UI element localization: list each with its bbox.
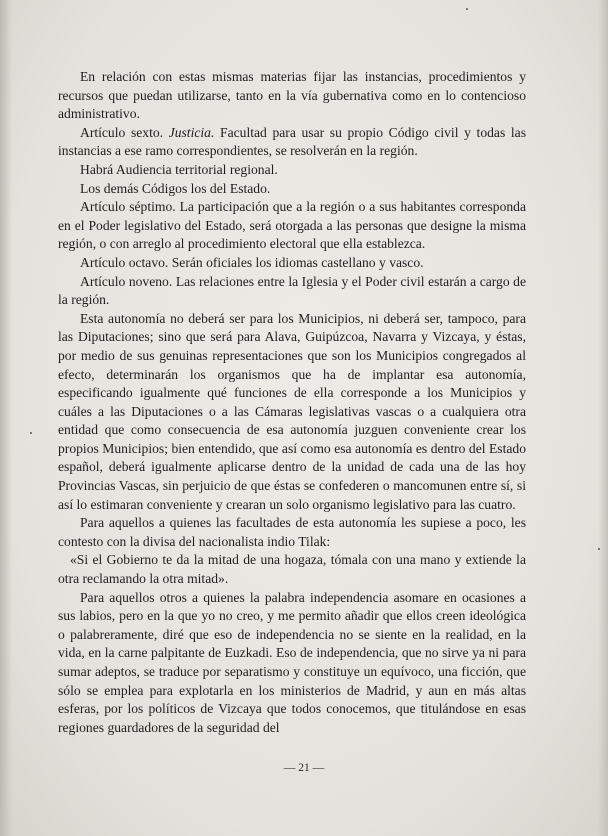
page-number: — 21 —	[283, 762, 325, 774]
paragraph: Habrá Audiencia territorial regional.	[80, 161, 278, 177]
article-title: Justicia.	[168, 124, 215, 140]
article-heading: Artículo sexto.	[80, 124, 164, 140]
paper-speck	[598, 548, 600, 550]
page-edge-shadow-right	[598, 0, 608, 836]
paragraph: Esta autonomía no deberá ser para los Municipios, ni deberá ser, tampoco, para las Diputaciones; sino que será para Alava, Guipúzcoa, Navarra y Vizcaya, y éstas, por medio de sus genuinas representaciones que son los Municipios congregados al efecto, determinarán los organismos que ha de implantar esa autonomía, especificando igualmente qué funciones de ella corresponde a los Municipios y cuáles a las Diputaciones o a las Cámaras legislativas vascas o a cualquiera otra entidad que como consecuencia de esa autonomía juzguen conveniente crear los propios Municipios; bien entendido, que así como esa autonomía es dentro del Estado español, deberá igualmente aplicarse dentro de la unidad de cada una de las hoy Provincias Vascas, sin perjuicio de que éstas se confederen o mancomunen entre sí, si así lo estimaran conveniente y crearan un solo organismo legislativo para las cuatro.	[58, 310, 526, 512]
body-text	[58, 68, 526, 737]
paragraph: Para aquellos a quienes las facultades de esta autonomía les supiese a poco, les contesto con la divisa del nacionalista indio Tilak:	[58, 515, 526, 549]
paragraph: En relación con estas mismas materias fijar las instancias, procedimientos y recursos que puedan utilizarse, tanto en la vía gubernativa como en lo contencioso administrativo.	[58, 69, 526, 122]
paper-speck	[30, 432, 32, 434]
paragraph-article-8: Artículo octavo. Serán oficiales los idiomas castellano y vasco.	[80, 254, 424, 270]
quotation: «Si el Gobierno te da la mitad de una hogaza, tómala con una mano y extiende la otra reclamando la otra mitad».	[58, 552, 526, 587]
paragraph-article-7: Artículo séptimo. La participación que a la región o a sus habitantes corresponda en el Poder legislativo del Estado, será otorgada a las personas que designe la misma región, o con arreglo al procedimiento electoral que ella establezca.	[58, 199, 526, 252]
article-heading: Artículo noveno.	[80, 273, 173, 289]
article-heading: Artículo octavo.	[80, 254, 169, 270]
article-heading: Artículo séptimo.	[80, 199, 176, 215]
paragraph: Los demás Códigos los del Estado.	[80, 180, 271, 196]
paper-speck	[466, 8, 468, 10]
paragraph-article-6: Artículo sexto. Justicia. Facultad para usar su propio Código civil y todas las instancias a ese ramo correspondientes, se resolverán en la región.	[58, 124, 526, 159]
paragraph: Para aquellos otros a quienes la palabra independencia asomare en ocasiones a sus labios, pero en la que yo no creo, y me permito añadir que ellos creen ideológica o palabreramente, diré que eso de independencia no se siente en la realidad, en la vida, en la carne palpitante de Euzkadi. Eso de independencia, que no sirve ya ni para sumar adeptos, se traduce por separatismo y constituye un equívoco, una ficción, que sólo se emplea para explotarla en los ministerios de Madrid, y aun en más altas esferas, por los políticos de Vizcaya que todos conocemos, que titulándose en esas regiones guardadores de la seguridad del	[58, 589, 526, 735]
paragraph-article-9: Artículo noveno. Las relaciones entre la Iglesia y el Poder civil estarán a cargo de la región.	[58, 273, 526, 308]
page-edge-shadow-left	[0, 0, 12, 836]
